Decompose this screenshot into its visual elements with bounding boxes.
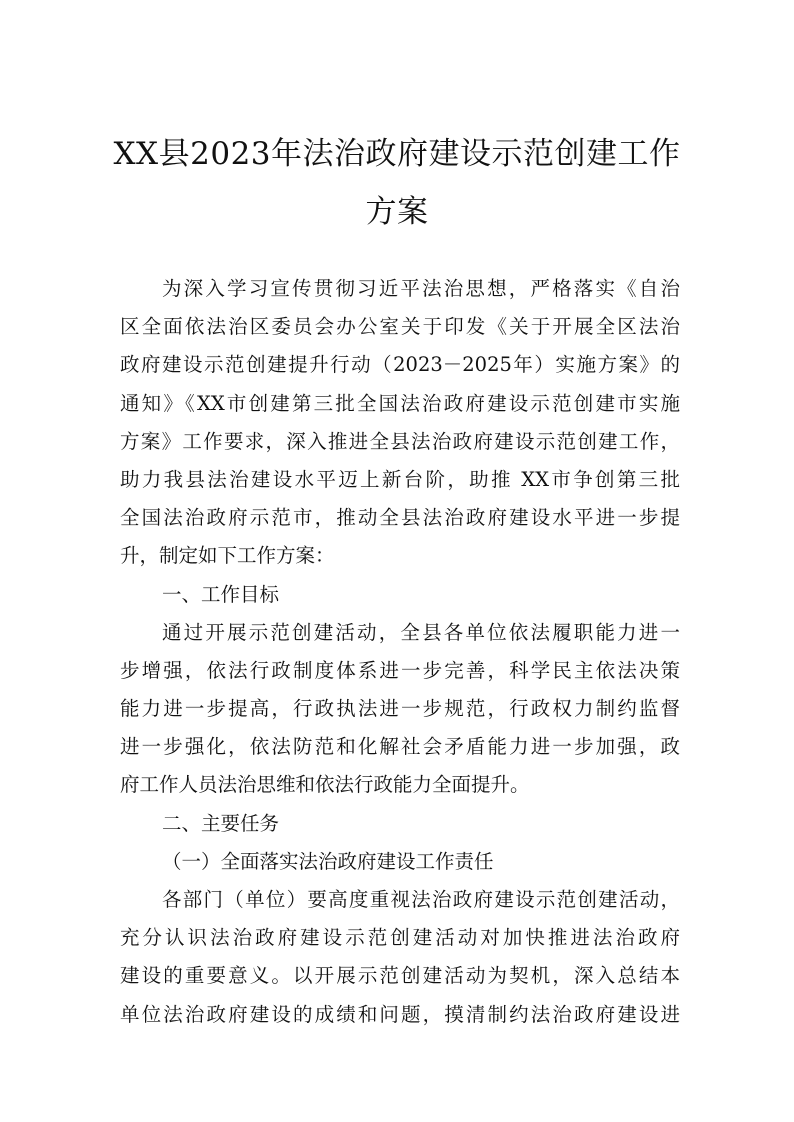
document-body (120, 270, 680, 1034)
document-title-line-1: XX县2023年法治政府建设示范创建工作 (113, 136, 681, 172)
section-heading: 二、主要任务 (162, 811, 280, 835)
paragraph-line: 区全面依法治区委员会办公室关于印发《关于开展全区法治 (120, 315, 680, 339)
paragraph-line: 充分认识法治政府建设示范创建活动对加快推进法治政府 (120, 926, 680, 950)
paragraph-line: 通过开展示范创建活动，全县各单位依法履职能力进一 (162, 620, 680, 644)
paragraph-line: 全国法治政府示范市，推动全县法治政府建设水平进一步提 (120, 506, 680, 530)
paragraph-line: 进一步强化，依法防范和化解社会矛盾能力进一步加强，政 (120, 735, 680, 759)
paragraph-line: 政府建设示范创建提升行动（2023－2025年）实施方案》的 (120, 353, 680, 377)
paragraph-line: 建设的重要意义。以开展示范创建活动为契机，深入总结本 (120, 964, 680, 988)
section-heading: 一、工作目标 (162, 582, 280, 606)
paragraph-line: 通知》《XX市创建第三批全国法治政府建设示范创建市实施 (120, 391, 680, 415)
document-title-line-2: 方案 (365, 194, 429, 230)
paragraph-line: 单位法治政府建设的成绩和问题，摸清制约法治政府建设进 (120, 1002, 680, 1026)
subsection-heading: （一）全面落实法治政府建设工作责任 (162, 849, 494, 873)
paragraph-line: 升，制定如下工作方案： (120, 544, 335, 568)
paragraph-line: 能力进一步提高，行政执法进一步规范，行政权力制约监督 (120, 697, 680, 721)
paragraph-line: 步增强，依法行政制度体系进一步完善，科学民主依法决策 (120, 658, 680, 682)
paragraph-line: 各部门（单位）要高度重视法治政府建设示范创建活动， (162, 888, 680, 911)
paragraph-line: 助力我县法治建设水平迈上新台阶，助推 XX市争创第三批 (120, 467, 680, 491)
paragraph-line: 为深入学习宣传贯彻习近平法治思想，严格落实《自治 (162, 277, 680, 300)
paragraph-line: 方案》工作要求，深入推进全县法治政府建设示范创建工作， (120, 429, 680, 453)
paragraph-line: 府工作人员法治思维和依法行政能力全面提升。 (120, 773, 530, 797)
